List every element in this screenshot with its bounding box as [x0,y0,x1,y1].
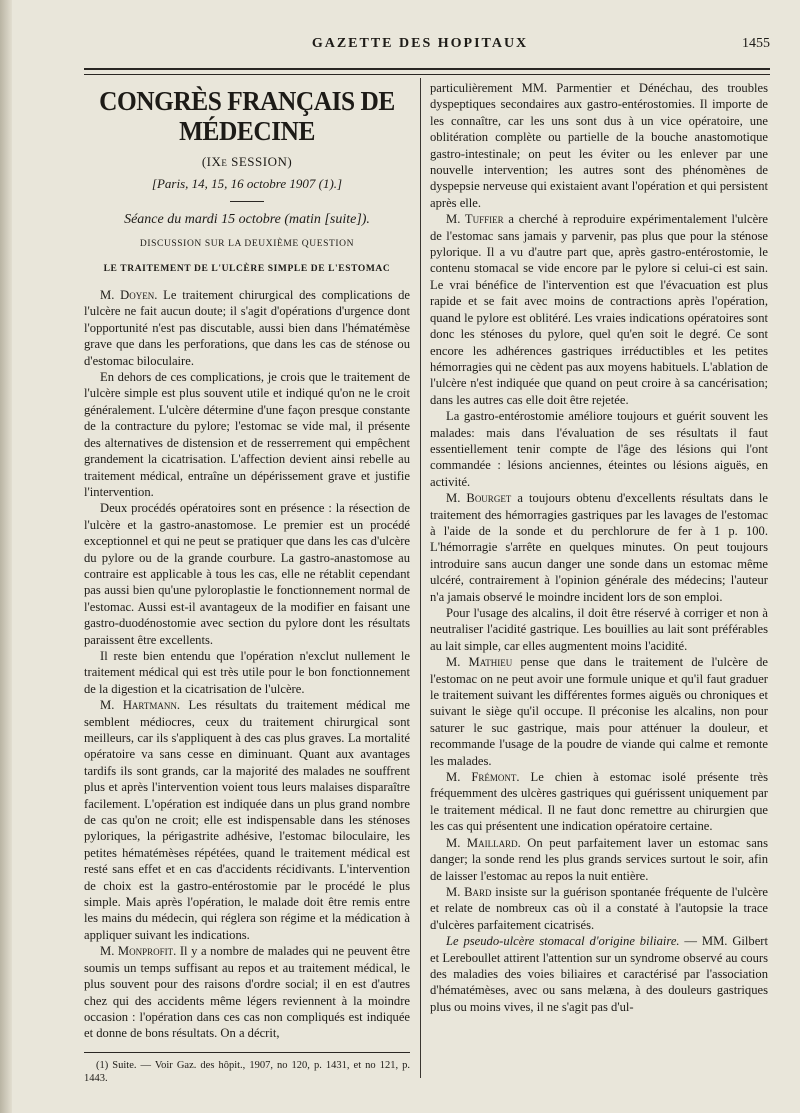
paragraph-text: La gastro-entérostomie améliore toujours et guérit souvent les malades: mais dans l'évaluation de ses résultats il faut essentiellement tenir compte de l'âge des lésions qui l'ont commandée : lésions anciennes, éteintes ou lésions aiguës, en activité. [430,409,768,489]
paragraph [84,500,410,648]
section-lead: Le pseudo-ulcère stomacal d'origine biliaire. [446,934,680,949]
running-title: GAZETTE DES HOPITAUX [311,36,529,51]
speaker-name: M. Frémont. [446,770,520,785]
left-column [84,80,410,1085]
speaker-name: M. Doyen. [100,288,158,303]
paragraph-text: En dehors de ces complications, je crois que le traitement de l'ulcère simple est plus souvent utile et indiqué qu'on ne le croit généralement. L'ulcère détermine d'une façon presque constante de la contracture du pylore; l'estomac se vide mal, il présente des alternatives de distension et de resserrement qui empêchent grandement la cicatrisation. L'affection devient ainsi rebelle au traitement médical, entraîne un dépérissement grave et justifie l'intervention. [84,370,410,499]
paragraph-text: particulièrement MM. Parmentier et Dénéchau, des troubles dyspeptiques secondaires aux gastro-entérostomies. Il importe de les connaître, car les uns sont dus à un vice opératoire, une oblitération complète ou partielle de la bouche anastomotique gastro-intestinale; on peut les éviter ou les enlever par une nouvelle intervention; les autres sont des phénomènes de dyspepsie nerveuse qui existaient avant l'opération et qui persistent après elle. [430,81,769,210]
session-label: (IXe SESSION) [201,154,293,169]
speaker-name: M. Maillard. [446,835,521,850]
paragraph-text: Deux procédés opératoires sont en présence : la résection de l'ulcère et la gastro-anastomose. Le premier est un procédé exceptionnel et qui ne peut se pratiquer que dans les cas d'ulcère du pylore ou de la grande courbure. La gastro-anastomose au contraire est applicable à tous les cas, elle ne rétablit cependant pas aussi bien qu'une pyloroplastie le fonctionnement normal de l'estomac. Aussi est-il avantageux de la modifier en faisant une gastro-duodénostomie avec section du pylore dont les résultats paraissent être excellents. [84,501,410,647]
page-binding-shadow [0,0,12,1113]
paragraph-text: On peut parfaitement laver un estomac sans danger; la sonde rend les plus grands services surtout le soir, afin de laisser l'estomac au repos la nuit entière. [430,835,768,883]
paragraph-text: pense que dans le traitement de l'ulcère de l'estomac on ne peut avoir une formule unique et qu'il faut graduer le traitement suivant les différentes formes aiguës ou chroniques et suivant le siège qu'il occupe. Il préconise les alcalins, non pour saturer le suc gastrique, mais pour atténuer la douleur, et recommande l'usage de la poudre de viande qui calme et remonte les malades. [430,655,768,768]
header-double-rule [84,68,770,75]
running-head [70,36,770,58]
paragraph-text: a toujours obtenu d'excellents résultats dans le traitement des hémorragies gastriques par les lavages de l'estomac à l'aide de la sonde et du perchlorure de fer à 1 p. 100. L'hémorragie s'arrête en quelques minutes. On peut toujours introduire sans aucun danger une sonde dans un estomac même ulcéré, contrairement à l'opinion générale des médecins; l'auteur n'a jamais observé le moindre incident lors de son emploi. [430,491,768,604]
paragraph [84,287,410,369]
right-column [430,80,768,1015]
paragraph-text: Il reste bien entendu que l'opération n'exclut nullement le traitement médical qui est très utile pour le bon fonctionnement de la digestion et la cicatrisation de l'ulcère. [84,648,410,696]
short-rule [230,201,264,202]
paragraph [430,80,768,211]
congress-dates: [Paris, 14, 15, 16 octobre 1907 (1).] [151,176,343,192]
footnote: (1) Suite. — Voir Gaz. des hôpit., 1907, no 120, p. 1431, et no 121, p. 1443. [84,1059,410,1084]
paragraph-text: Le traitement chirurgical des complications de l'ulcère ne fait aucun doute; il s'agit d'opérations d'urgence dont l'opportunité n'est pas discutable, aussi bien dans l'hématémèse grave que dans les perforations, que dans les cas de sténose ou d'estomac biloculaire. [84,288,411,368]
speaker-name: M. Mathieu [446,655,513,670]
paragraph [430,654,768,769]
congress-title: CONGRÈS FRANÇAIS DE MÉDECINE [99,86,395,146]
paragraph [430,408,768,490]
paragraph-text: a cherché à reproduire expérimentalement l'ulcère de l'estomac sans jamais y parvenir, pas plus que pour la sténose pylorique. Il a vu d'autre part que, après gastro-entérostomie, le contenu stomacal se vide encore par le pylore si celui-ci est sain. Le vrai bénéfice de l'intervention est que l'évacuation est plus rapide et se fait avec moins de contractions après l'opération, quand le pylore est oblitéré. Les vraies indications opératoires sont donc les sténoses du pylore, quel qu'en soit le degré. Ce sont encore les adhérences gastriques irréductibles et les petites hémorragies qui ne cèdent pas aux moyens habituels. L'ablation de l'ulcère n'est indiquée que quand on peut croire à sa cancérisation; dans les autres cas elle doit être rejetée. [430,212,769,407]
paragraph-text: — MM. Gilbert et Lereboullet attirent l'attention sur un syndrome observé au cours des maladies des voies biliaires et caractérisé par l'association d'hématémèses, avec ou sans melæna, à des douleurs gastriques plus ou moins vives, il ne s'agit pas d'ul- [430,934,768,1014]
speaker-name: M. Monprofit. [100,944,177,959]
paragraph [430,884,768,933]
speaker-name: M. Hartmann. [100,698,181,713]
paragraph [430,605,768,654]
paragraph-text: Le chien à estomac isolé présente très fréquemment des ulcères gastriques qui guérissent uniquement par le traitement médical. Il ne faut donc remettre au chirurgien que les cas qui présentent une indication opératoire certaine. [430,770,768,834]
paragraph [430,769,768,835]
paragraph-text: insiste sur la guérison spontanée fréquente de l'ulcère et relate de nombreux cas où il a constaté à l'autopsie la trace d'ulcères parfaitement cicatrisés. [430,884,768,932]
paragraph [84,697,410,943]
paragraph [430,490,768,605]
paragraph [84,369,410,500]
page-number: 1455 [742,36,770,51]
seance-heading: Séance du mardi 15 octobre (matin [suite]). [124,211,370,227]
paragraph [430,211,768,408]
paragraph [84,648,410,697]
discussion-heading: DISCUSSION SUR LA DEUXIÈME QUESTION [139,239,355,250]
footnote-rule [84,1052,410,1053]
subject-heading: LE TRAITEMENT DE L'ULCÈRE SIMPLE DE L'ESTOMAC [103,263,391,274]
speaker-name: M. Bard [446,884,492,899]
column-divider [420,78,421,1078]
paragraph [430,835,768,884]
speaker-name: M. Bourget [446,491,512,506]
speaker-name: M. Tuffier [446,212,504,227]
paragraph-text: Il y a nombre de malades qui ne peuvent être soumis un temps suffisant au repos et au traitement médical, le plus souvent pour des raisons d'ordre social; il en est d'autres chez qui des accidents même légers reviennent à la moindre occasion : l'opération dans ces cas non compliqués est indiquée et donne de bons résultats. On a décrit, [84,944,410,1041]
paragraph-text: Les résultats du traitement médical me semblent médiocres, ceux du traitement chirurgical sont meilleurs, car ils s'appliquent à des cas plus graves. La mortalité opératoire va sans cesse en diminuant. Quant aux avantages tardifs ils sont grands, car la majorité des malades ne souffrent plus et après l'intervention voient tous leurs malaises disparaître facilement. L'opération est indiquée dans un plus grand nombre de cas qu'on ne croit; elle est indispensable dans les sténoses pyloriques, la périgastrite adhésive, l'estomac biloculaire, les petites hématémèses répétées, quand le traitement médical est resté sans effet et en cas d'accidents récidivants. L'intervention de choix est la gastro-entérostomie par le procédé le plus simple. Mais après l'opération, le malade doit être remis entre les mains du médecin, qui réglera son régime et la médication à appliquer suivant les indications. [84,698,411,942]
paragraph [84,943,410,1041]
paragraph [430,933,768,1015]
paragraph-text: Pour l'usage des alcalins, il doit être réservé à corriger et non à neutraliser l'acidité gastrique. Les bouillies au lait sont préférables au lait simple, car elles augmentent moins l'acidité. [430,606,768,653]
